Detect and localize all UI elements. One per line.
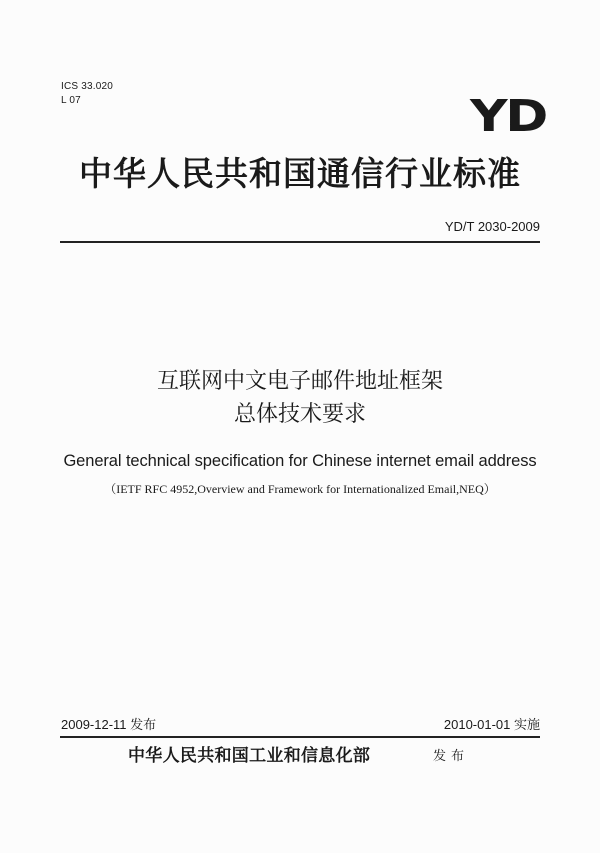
document-title-en: General technical specification for Chinese internet email address xyxy=(63,452,537,470)
standard-category-title: 中华人民共和国通信行业标准 xyxy=(79,154,521,193)
ccs-code: L 07 xyxy=(61,95,81,106)
top-divider xyxy=(60,241,540,243)
yd-logo: YD xyxy=(470,91,546,142)
issuing-verb: 发布 xyxy=(433,749,470,764)
issue-date: 2009-12-11 发布 xyxy=(61,717,157,732)
bottom-divider xyxy=(60,736,540,738)
ics-code: ICS 33.020 xyxy=(61,81,114,92)
document-title-zh-line1: 互联网中文电子邮件地址框架 xyxy=(156,369,443,394)
issuing-authority: 中华人民共和国工业和信息化部 xyxy=(128,746,371,766)
document-title-zh-line2: 总体技术要求 xyxy=(233,402,366,427)
implementation-date: 2010-01-01 实施 xyxy=(443,717,540,732)
document-title-en-reference: （IETF RFC 4952,Overview and Framework for Internationalized Email,NEQ） xyxy=(104,482,496,496)
standard-number: YD/T 2030-2009 xyxy=(444,219,540,234)
classification-block xyxy=(61,80,113,108)
